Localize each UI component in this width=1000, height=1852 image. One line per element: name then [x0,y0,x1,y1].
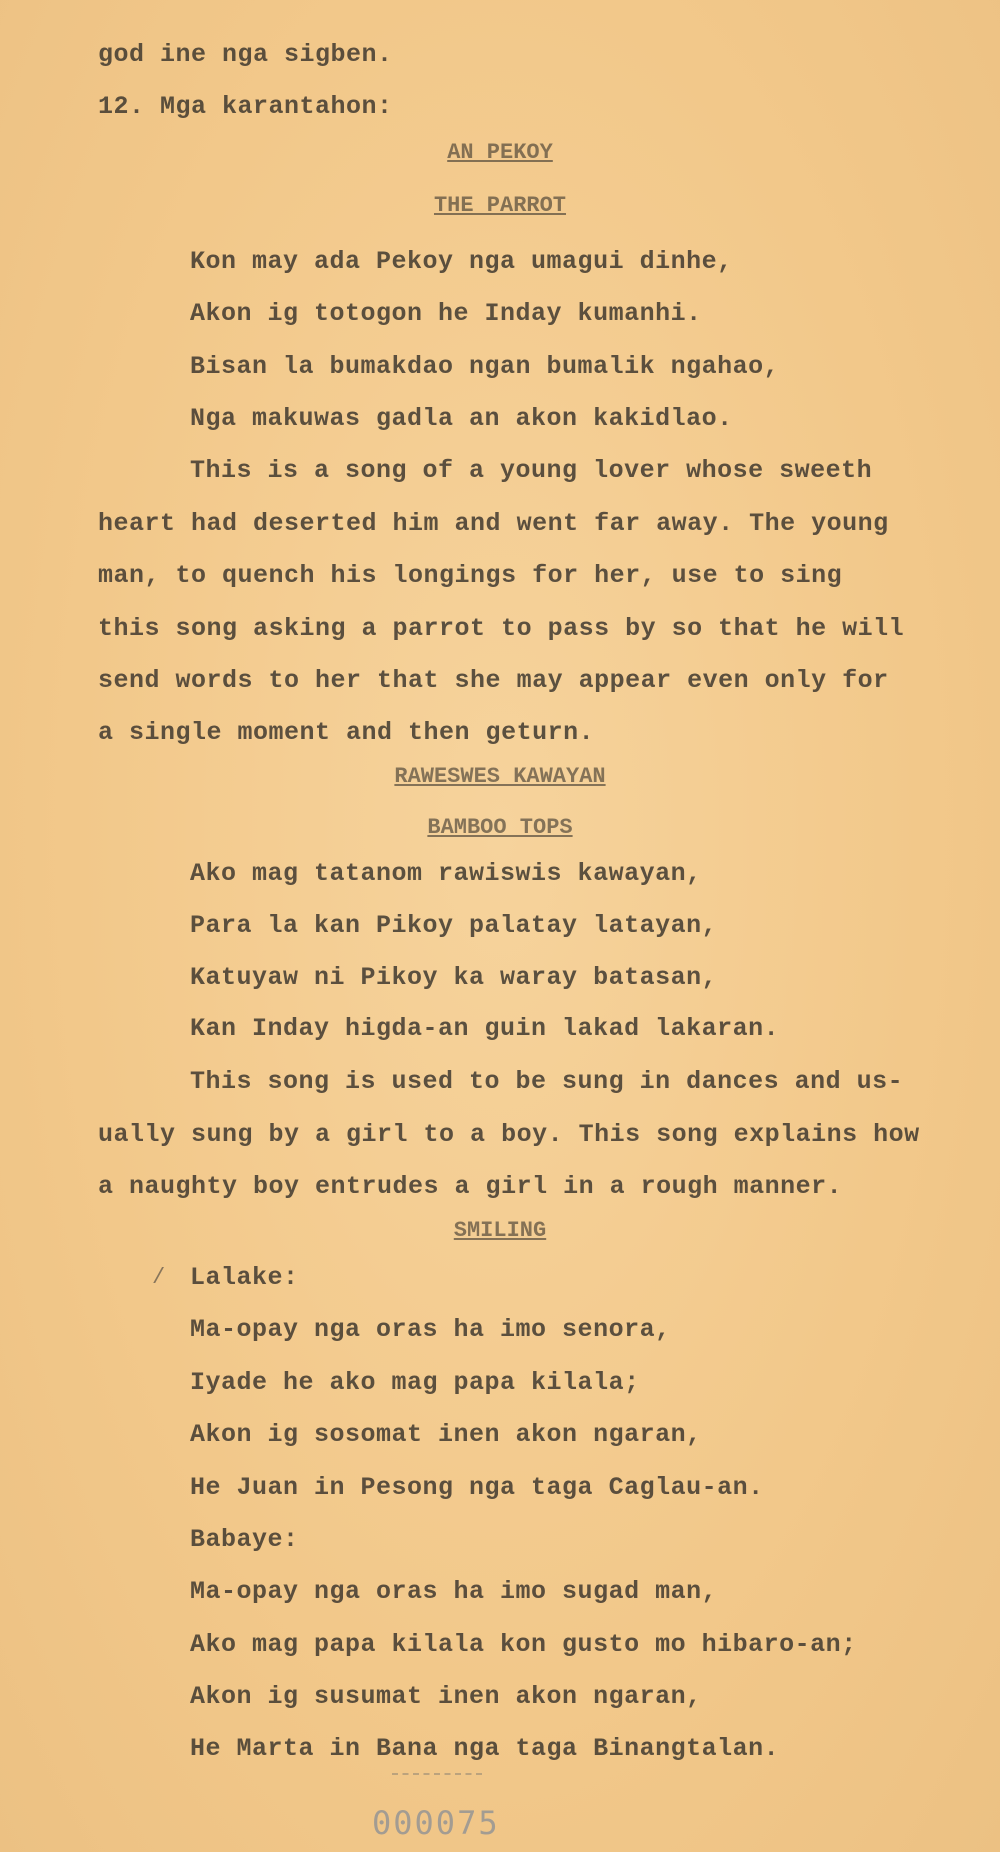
song-subtitle: THE PARROT [433,193,567,218]
song-title: RAWESWES KAWAYAN [394,764,606,789]
verse-line: Bisan la bumakdao ngan bumalik ngahao, [190,352,780,381]
speaker-label: Lalake: [190,1263,299,1292]
verse-line: Ako mag tatanom rawiswis kawayan, [190,859,702,888]
song-title: AN PEKOY [447,140,553,165]
verse-line: Akon ig totogon he Inday kumanhi. [190,299,702,328]
description-line: this song asking a parrot to pass by so that he will [98,614,905,643]
verse-line: Ma-opay nga oras ha imo senora, [190,1315,671,1344]
divider [392,1773,482,1775]
text-line: god ine nga sigben. [98,40,393,69]
verse-line: Iyade he ako mag papa kilala; [190,1368,640,1397]
speaker-label: Babaye: [190,1525,299,1554]
verse-line: Para la kan Pikoy palatay latayan, [190,911,718,940]
verse-line: Kan Inday higda-an guin lakad lakaran. [190,1014,780,1043]
description-line: heart had deserted him and went far away. The young [98,509,889,538]
section-heading: 12. Mga karantahon: [98,92,393,121]
verse-line: He Juan in Pesong nga taga Caglau-an. [190,1473,764,1502]
description-line: man, to quench his longings for her, use to sing [98,561,843,590]
page-number: 000075 [372,1804,500,1842]
description-line: send words to her that she may appear even only for [98,666,889,695]
verse-line: He Marta in Bana nga taga Binangtalan. [190,1734,780,1763]
verse-line: Katuyaw ni Pikoy ka waray batasan, [190,963,718,992]
pencil-mark: / [152,1265,166,1290]
description-line: a single moment and then geturn. [98,718,595,747]
description-line: ually sung by a girl to a boy. This song explains how [98,1120,920,1149]
description-line: This is a song of a young lover whose sweeth [190,456,873,485]
song-title: SMILING [453,1218,547,1243]
verse-line: Akon ig sosomat inen akon ngaran, [190,1420,702,1449]
verse-line: Ako mag papa kilala kon gusto mo hibaro-an; [190,1630,857,1659]
verse-line: Ma-opay nga oras ha imo sugad man, [190,1577,718,1606]
song-subtitle: BAMBOO TOPS [427,815,573,840]
description-line: This song is used to be sung in dances and us- [190,1067,904,1096]
description-line: a naughty boy entrudes a girl in a rough manner. [98,1172,843,1201]
verse-line: Akon ig susumat inen akon ngaran, [190,1682,702,1711]
verse-line: Nga makuwas gadla an akon kakidlao. [190,404,733,433]
verse-line: Kon may ada Pekoy nga umagui dinhe, [190,247,733,276]
